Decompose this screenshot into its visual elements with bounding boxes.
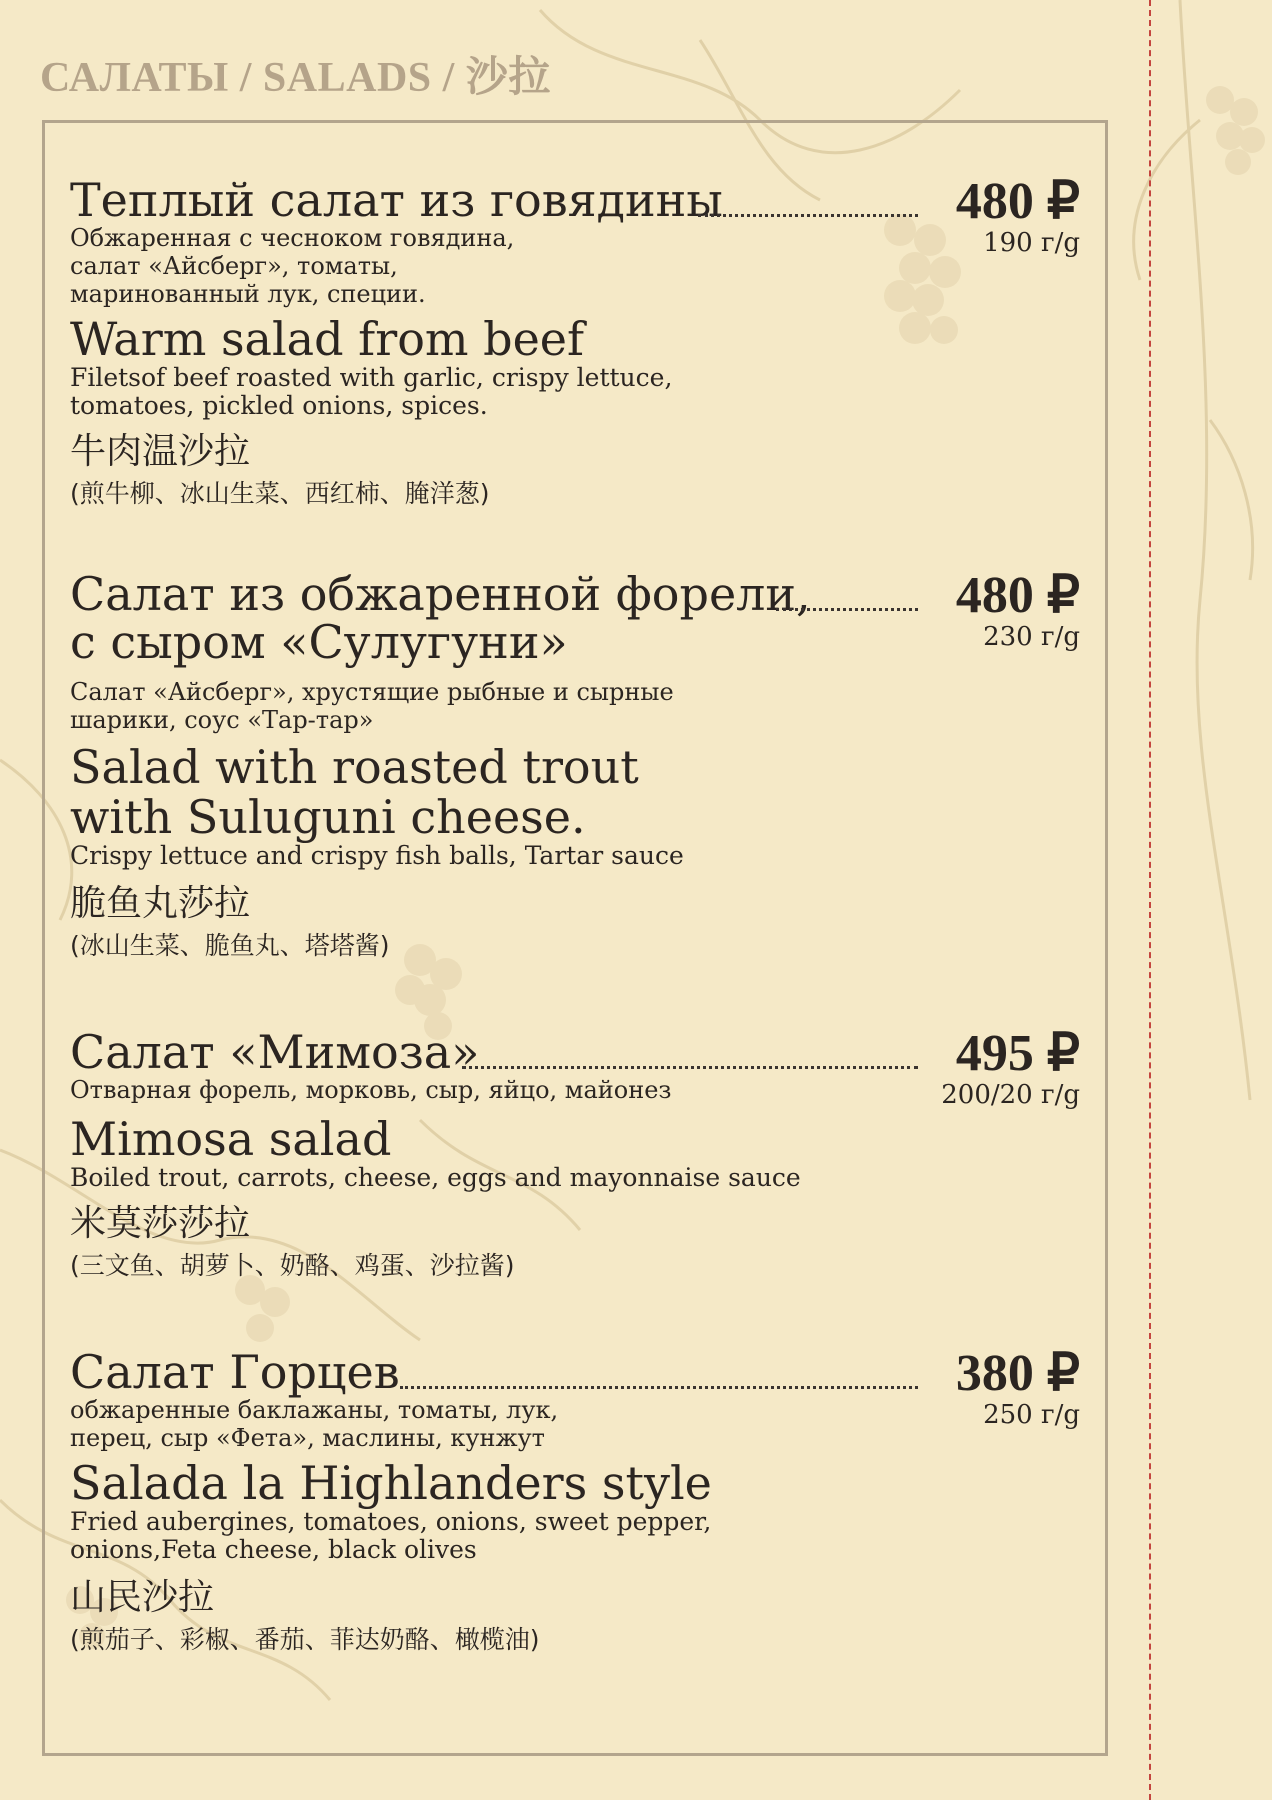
item-weight: 250 г/g [983, 1400, 1080, 1430]
item-description-en: Fried aubergines, tomatoes, onions, sweet pepper, onions,Feta cheese, black olives [70, 1507, 712, 1564]
item-weight: 190 г/g [983, 228, 1080, 258]
item-price: 495 ₽ [955, 1025, 1080, 1082]
item-description-ru: Отварная форель, морковь, сыр, яйцо, майонез [70, 1076, 672, 1104]
item-name-zh: 牛肉温沙拉 [70, 431, 251, 472]
item-header [70, 173, 1080, 258]
item-description-ru: обжаренные баклажаны, томаты, лук, перец, сыр «Фета», маслины, кунжут [70, 1396, 559, 1452]
item-description-en: Crispy lettuce and crispy fish balls, Tartar sauce [70, 841, 684, 870]
item-name-ru: Салат из обжаренной форели, с сыром «Сулугуни» [70, 567, 811, 669]
section-title: САЛАТЫ / SALADS / 沙拉 [40, 55, 551, 101]
menu-item-trout-salad [70, 567, 1080, 962]
item-description-en: Boiled trout, carrots, cheese, eggs and mayonnaise sauce [70, 1163, 801, 1192]
item-name-zh: 脆鱼丸莎拉 [70, 883, 251, 924]
item-price: 380 ₽ [955, 1345, 1080, 1402]
item-description-zh: (煎茄子、彩椒、番茄、菲达奶酪、橄榄油) [70, 1625, 540, 1654]
menu-item-warm-beef-salad [70, 173, 1080, 510]
item-name-en: Warm salad from beef [70, 312, 585, 366]
dot-leader [400, 1386, 918, 1389]
item-name-zh: 山民沙拉 [70, 1577, 215, 1618]
item-description-ru: Обжаренная с чесноком говядина, салат «Айсберг», томаты, маринованный лук, специи. [70, 224, 515, 308]
item-header [70, 567, 1080, 669]
item-name-en: Mimosa salad [70, 1112, 392, 1166]
item-description-zh: (三文鱼、胡萝卜、奶酪、鸡蛋、沙拉酱) [70, 1251, 515, 1280]
dot-leader [776, 608, 918, 611]
menu-item-mimosa-salad [70, 1025, 1080, 1282]
item-name-ru: Салат Горцев [70, 1345, 400, 1399]
dot-leader [462, 1066, 918, 1069]
cut-guide-line [1149, 0, 1151, 1800]
item-name-ru: Теплый салат из говядины [70, 173, 723, 227]
dot-leader [698, 214, 918, 217]
item-weight: 200/20 г/g [941, 1080, 1080, 1110]
item-description-en: Filetsof beef roasted with garlic, crispy lettuce, tomatoes, pickled onions, spices. [70, 363, 673, 420]
item-weight: 230 г/g [983, 622, 1080, 652]
item-name-ru: Салат «Мимоза» [70, 1025, 480, 1079]
item-name-en: Salada la Highlanders style [70, 1456, 712, 1510]
item-name-zh: 米莫莎莎拉 [70, 1203, 251, 1244]
item-description-zh: (冰山生菜、脆鱼丸、塔塔酱) [70, 931, 390, 960]
item-price: 480 ₽ [955, 567, 1080, 624]
item-name-en: Salad with roasted trout with Suluguni cheese. [70, 740, 639, 844]
item-price: 480 ₽ [955, 173, 1080, 230]
item-description-ru: Салат «Айсберг», хрустящие рыбные и сырные шарики, соус «Тар-тар» [70, 678, 674, 734]
menu-item-highlanders-salad [70, 1345, 1080, 1656]
item-description-zh: (煎牛柳、冰山生菜、西红柿、腌洋葱) [70, 479, 490, 508]
